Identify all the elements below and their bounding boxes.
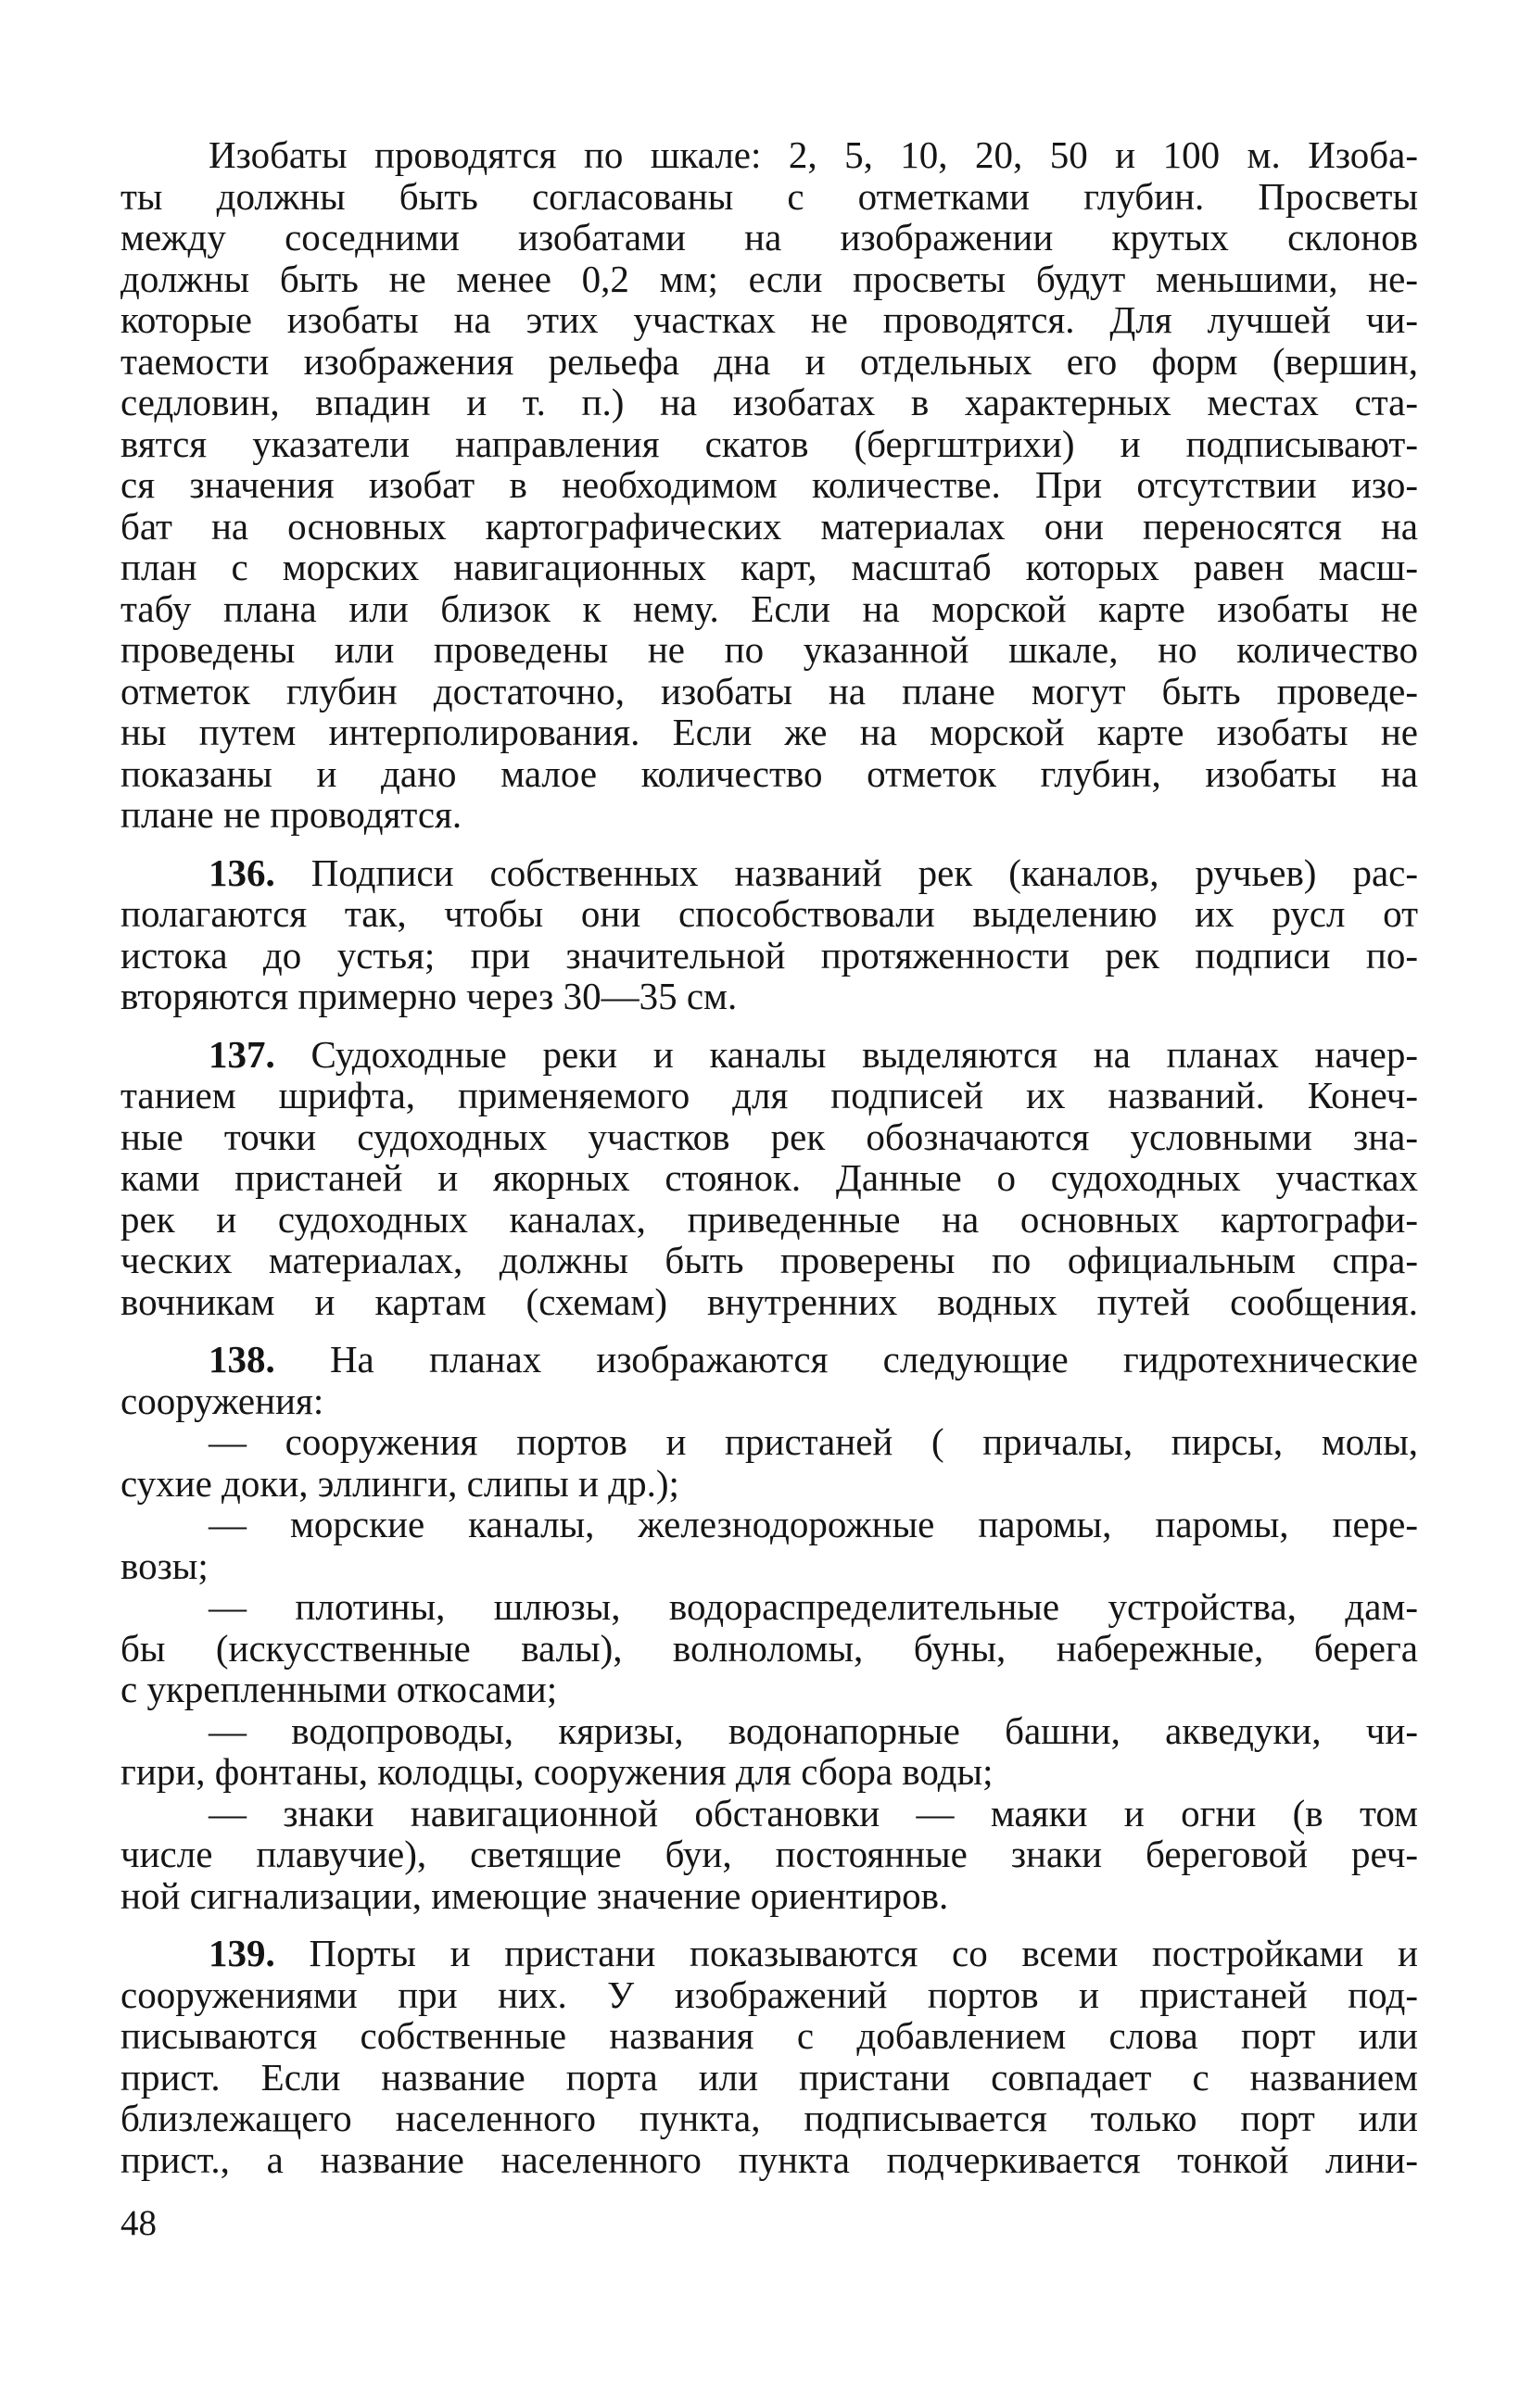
text-line: которые изобаты на этих участках не проводятся. Для лучшей чи- bbox=[120, 298, 1418, 341]
text-line: показаны и дано малое количество отметок глубин, изобаты на bbox=[120, 751, 1418, 795]
text-line: сухие доки, эллинги, слипы и др.); bbox=[120, 1461, 679, 1505]
text-line: ные точки судоходных участков рек обозначаются условными зна- bbox=[120, 1115, 1418, 1158]
paragraph-number: 136. bbox=[209, 851, 275, 894]
paragraph-number: 138. bbox=[209, 1338, 275, 1381]
text-line: близлежащего населенного пункта, подписывается только порт или bbox=[120, 2097, 1418, 2139]
text-line: таемости изображения рельефа дна и отдельных его форм (вершин, bbox=[120, 339, 1418, 383]
line-text: Порты и пристани показываются со всеми постройками и bbox=[309, 1932, 1418, 1974]
paragraph-number: 137. bbox=[209, 1032, 275, 1076]
text-line: ты должны быть согласованы с отметками глубин. Просветы bbox=[120, 174, 1418, 218]
list-item bbox=[120, 1710, 1418, 1793]
list-item bbox=[120, 1586, 1418, 1710]
paragraph-136 bbox=[120, 852, 1418, 1017]
paragraph-number: 139. bbox=[209, 1932, 275, 1974]
text-line: сооружения: bbox=[120, 1379, 324, 1422]
text-line: вторяются примерно через 30—35 см. bbox=[120, 975, 738, 1017]
text-line: ческих материалах, должны быть проверены по официальным спра- bbox=[120, 1239, 1418, 1281]
text-line: ной сигнализации, имеющие значение ориентиров. bbox=[120, 1873, 949, 1917]
text-line: вочникам и картам (схемам) внутренних водных путей сообщения. bbox=[120, 1280, 1418, 1323]
text-line: бы (искусственные валы), волноломы, буны, набережные, берега bbox=[120, 1626, 1418, 1670]
text-line: ны путем интерполирования. Если же на морской карте изобаты не bbox=[120, 711, 1418, 753]
text-line: табу плана или близок к нему. Если на морской карте изобаты не bbox=[120, 586, 1418, 630]
text-line: гири, фонтаны, колодцы, сооружения для сбора воды; bbox=[120, 1750, 994, 1793]
text-line: писываются собственные названия с добавлением слова порт или bbox=[120, 2014, 1418, 2057]
text-line: полагаются так, чтобы они способствовали выделению их русл от bbox=[120, 892, 1418, 935]
text-line: — знаки навигационной обстановки — маяки и огни (в том bbox=[209, 1791, 1418, 1834]
list-item bbox=[120, 1793, 1418, 1917]
line-text: На планах изображаются следующие гидротехнические bbox=[329, 1338, 1418, 1381]
page-number: 48 bbox=[120, 2203, 157, 2243]
list-item bbox=[120, 1504, 1418, 1586]
text-line: истока до устья; при значительной протяженности рек подписи по- bbox=[120, 933, 1418, 977]
text-line bbox=[120, 1933, 1418, 1974]
text-line: прист. Если название порта или пристани совпадает с названием bbox=[120, 2055, 1418, 2099]
text-line: — плотины, шлюзы, водораспределительные устройства, дам- bbox=[209, 1585, 1418, 1628]
text-line bbox=[120, 1339, 1418, 1381]
page-body bbox=[120, 134, 1418, 2180]
paragraph-138 bbox=[120, 1339, 1418, 1421]
text-line: Изобаты проводятся по шкале: 2, 5, 10, 20, 50 и 100 м. Изоба- bbox=[209, 133, 1418, 176]
text-line: седловин, впадин и т. п.) на изобатах в характерных местах ста- bbox=[120, 381, 1418, 423]
text-line: рек и судоходных каналах, приведенные на основных картографи- bbox=[120, 1197, 1418, 1241]
text-line: отметок глубин достаточно, изобаты на плане могут быть проведе- bbox=[120, 669, 1418, 712]
text-line: возы; bbox=[120, 1544, 209, 1587]
text-line: план с морских навигационных карт, масштаб которых равен масш- bbox=[120, 546, 1418, 588]
text-line: проведены или проведены не по указанной шкале, но количество bbox=[120, 628, 1418, 671]
line-text: Подписи собственных названий рек (каналов, ручьев) рас- bbox=[310, 851, 1419, 894]
text-line: сооружениями при них. У изображений портов и пристаней под- bbox=[120, 1973, 1418, 2016]
text-line: ся значения изобат в необходимом количестве. При отсутствии изо- bbox=[120, 463, 1418, 506]
text-line: должны быть не менее 0,2 мм; если просветы будут меньшими, не- bbox=[120, 257, 1418, 300]
list-item bbox=[120, 1421, 1418, 1504]
text-line: танием шрифта, применяемого для подписей их названий. Конеч- bbox=[120, 1074, 1418, 1116]
text-line: — водопроводы, кяризы, водонапорные башни, акведуки, чи- bbox=[209, 1708, 1418, 1752]
line-text: Судоходные реки и каналы выделяются на планах начер- bbox=[310, 1032, 1418, 1076]
text-line: бат на основных картографических материалах они переносятся на bbox=[120, 504, 1418, 548]
text-line: — сооружения портов и пристаней ( причалы, пирсы, молы, bbox=[209, 1420, 1418, 1463]
text-line: числе плавучие), светящие буи, постоянные знаки береговой реч- bbox=[120, 1833, 1418, 1875]
text-line bbox=[120, 852, 1418, 894]
paragraph-139 bbox=[120, 1933, 1418, 2180]
text-line: между соседними изобатами на изображении крутых склонов bbox=[120, 216, 1418, 258]
text-line: вятся указатели направления скатов (бергштрихи) и подписывают- bbox=[120, 422, 1418, 465]
text-line: плане не проводятся. bbox=[120, 793, 462, 836]
text-line: ками пристаней и якорных стоянок. Данные о судоходных участках bbox=[120, 1156, 1418, 1199]
text-line bbox=[120, 1034, 1418, 1076]
text-line: с укрепленными откосами; bbox=[120, 1668, 558, 1710]
text-line: — морские каналы, железнодорожные паромы, паромы, пере- bbox=[209, 1503, 1418, 1545]
text-line: прист., а название населенного пункта подчеркивается тонкой лини- bbox=[120, 2137, 1418, 2181]
paragraph bbox=[120, 134, 1418, 836]
paragraph-137 bbox=[120, 1034, 1418, 1323]
